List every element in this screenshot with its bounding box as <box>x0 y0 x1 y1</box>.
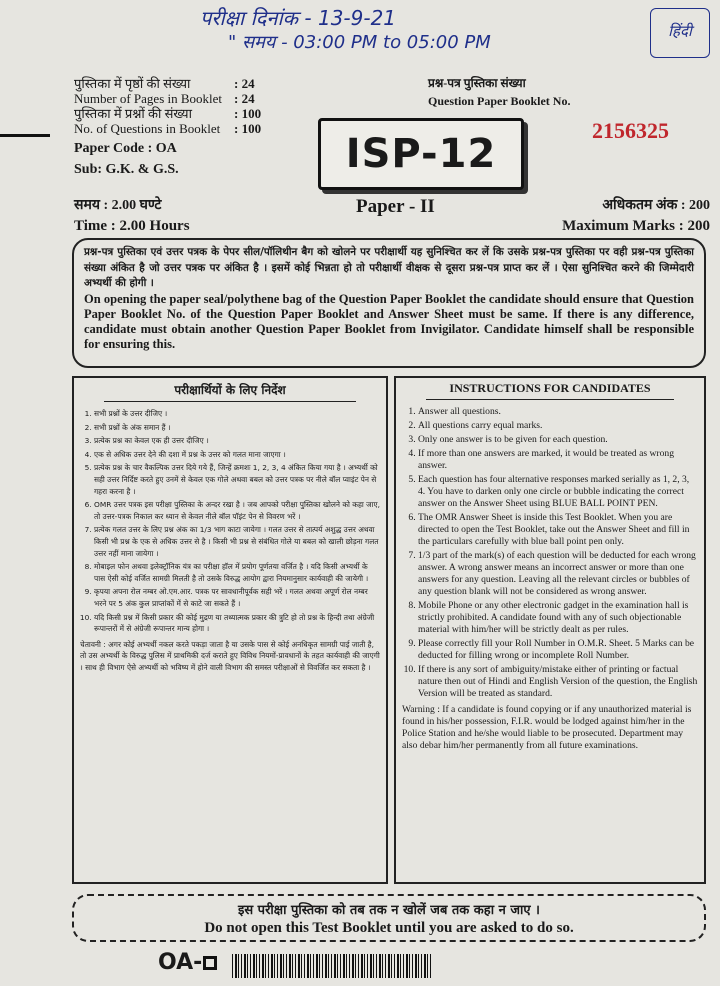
do-not-open-notice <box>72 894 706 942</box>
pages-hi-label: पुस्तिका में पृष्ठों की संख्या <box>74 76 191 91</box>
list-item: 1. Answer all questions. <box>418 406 698 418</box>
instructions-hindi-list <box>74 408 386 635</box>
handwritten-time: " समय - 03:00 PM to 05:00 PM <box>228 32 491 53</box>
time-en: Time : 2.00 Hours <box>74 218 190 234</box>
warning-english: Warning : If a candidate is found copying or if any unauthorized material is found in his/her possession, F.I.R. would be lodged against him/her in the Police Station and he/she would liable to be prosecuted. Department may also debar him/her permanently from all future examinations. <box>402 704 692 751</box>
list-item: 5. Each question has four alternative responses marked serially as 1, 2, 3, 4. You have to darken only one circle or bubble indicating the correct answer on the Answer Sheet using BLUE BALL POINT PEN. <box>418 474 698 510</box>
exam-code: ISP-12 <box>345 131 497 177</box>
list-item: 2. All questions carry equal marks. <box>418 420 698 432</box>
list-item: 9. कृपया अपना रोल नम्बर ओ.एम.आर. पत्रक पर सावधानीपूर्वक सही भरें । गलत अथवा अपूर्ण रोल नम्बर भरने पर 5 अंक कुल प्राप्तांकों में से काटे जा सकते हैं । <box>94 586 380 609</box>
list-item: 9. Please correctly fill your Roll Number in O.M.R. Sheet. 5 Marks can be deducted for filling wrong or incomplete Roll Number. <box>418 638 698 662</box>
booklet-no <box>428 76 570 109</box>
list-item: 10. If there is any sort of ambiguity/mistake either of printing or factual nature then out of Hindi and English Version of the question, the English Version will be treated as standard. <box>418 664 698 700</box>
handwritten-date: परीक्षा दिनांक - 13-9-21 <box>200 6 397 30</box>
instructions-english-title: INSTRUCTIONS FOR CANDIDATES <box>426 378 674 400</box>
set-code <box>158 950 217 975</box>
seal-notice-hi: प्रश्न-पत्र पुस्तिका एवं उत्तर पत्रक के पेपर सील/पॉलिथीन बैग को खोलने पर परीक्षार्थी यह सुनिश्चित कर लें कि उसके प्रश्न-पत्र पुस्तिका पर वही प्रश्न-पत्र पुस्तिका संख्या अंकित है जो उत्तर पत्रक पर अंकित है । इसमें कोई भिन्नता हो तो परीक्षार्थी वीक्षक से दूसरा प्रश्न-पत्र प्राप्त कर लें । ऐसा सुनिश्चित करने की जिम्मेदारी अभ्यर्थी की होगी । <box>84 246 694 289</box>
list-item: 6. OMR उत्तर पत्रक इस परीक्षा पुस्तिका के अन्दर रखा है । जब आपको परीक्षा पुस्तिका खोलने को कहा जाए, तो उत्तर-पत्रक निकाल कर ध्यान से केवल नीले बॉल पॉइंट पेन से विवरण भरें । <box>94 499 380 522</box>
margin-rule <box>0 134 50 137</box>
exam-code-box <box>318 118 524 190</box>
paper-code: Paper Code : OA <box>74 141 177 156</box>
seal-notice <box>72 238 706 368</box>
list-item: 4. If more than one answers are marked, it would be treated as wrong answer. <box>418 448 698 472</box>
do-not-open-en: Do not open this Test Booklet until you are asked to do so. <box>204 920 574 936</box>
set-code-box-icon <box>203 956 217 970</box>
booklet-meta <box>74 76 261 177</box>
list-item: 7. 1/3 part of the mark(s) of each question will be deducted for each wrong answer. A wrong answer means an incorrect answer or more than one answers for any question. Leaving all the relevant circles or bubbles of any question blank will not be considered as wrong answer. <box>418 550 698 598</box>
pages-value-en: : 24 <box>234 91 255 106</box>
list-item: 4. एक से अधिक उत्तर देने की दशा में प्रश्न के उत्तर को गलत माना जाएगा । <box>94 449 380 461</box>
questions-en-label: No. of Questions in Booklet <box>74 121 221 136</box>
pages-value: : 24 <box>234 76 255 91</box>
instructions-english-list <box>396 406 704 700</box>
booklet-no-hi-label: प्रश्न-पत्र पुस्तिका संख्या <box>428 76 526 90</box>
set-code-text: OA- <box>158 950 203 975</box>
do-not-open-hi: इस परीक्षा पुस्तिका को तब तक न खोलें जब तक कहा न जाए । <box>237 903 540 918</box>
subject: Sub: G.K. & G.S. <box>74 162 179 177</box>
handwritten-language <box>650 8 710 58</box>
marks-hi: अधिकतम अंक : 200 <box>602 198 710 213</box>
list-item: 8. Mobile Phone or any other electronic gadget in the examination hall is strictly prohibited. A candidate found with any of such objectionable material with him/her will be strictly dealt as per rules. <box>418 600 698 636</box>
instructions-hindi <box>72 376 388 884</box>
warning-hindi: चेतावनी : अगर कोई अभ्यर्थी नकल करते पकड़ा जाता है या उसके पास से कोई अनधिकृत सामग्री पाई जाती है, तो उस अभ्यर्थी के विरुद्ध पुलिस में प्राथमिकी दर्ज कराते हुए विविध नियमों-प्रावधानों के तहत कार्यवाही की जाएगी । साथ ही विभाग ऐसे अभ्यर्थी को भविष्य में होने वाली विभाग की समस्त परीक्षाओं से विवर्जित कर सकता है । <box>80 639 380 672</box>
booklet-serial-number: 2156325 <box>592 118 669 143</box>
list-item: 7. प्रत्येक गलत उत्तर के लिए प्रश्न अंक का 1/3 भाग काटा जायेगा । गलत उत्तर से तात्पर्य अशुद्ध उत्तर अथवा किसी भी प्रश्न के एक से अधिक उत्तर से है । किसी भी प्रश्न से संबंधित गोले या बबल को खाली छोड़ना गलत उत्तर नहीं माना जायेगा । <box>94 524 380 559</box>
questions-value-en: : 100 <box>234 121 262 136</box>
list-item: 3. Only one answer is to be given for each question. <box>418 434 698 446</box>
language-text: हिंदी <box>668 22 692 40</box>
booklet-no-en-label: Question Paper Booklet No. <box>428 94 571 108</box>
list-item: 3. प्रत्येक प्रश्न का केवल एक ही उत्तर दीजिए । <box>94 435 380 447</box>
questions-value: : 100 <box>234 106 262 121</box>
barcode <box>232 954 432 978</box>
marks-en: Maximum Marks : 200 <box>562 218 710 234</box>
list-item: 6. The OMR Answer Sheet is inside this Test Booklet. When you are directed to open the Test Booklet, take out the Answer Sheet and fill in the particulars carefully with blue ball point pen only. <box>418 512 698 548</box>
list-item: 1. सभी प्रश्नों के उत्तर दीजिए । <box>94 408 380 420</box>
list-item: 5. प्रत्येक प्रश्न के चार वैकल्पिक उत्तर दिये गये हैं, जिन्हें क्रमशः 1, 2, 3, 4 अंकित किया गया है । अभ्यर्थी को सही उत्तर निर्दिष्ट करते हुए उनमें से केवल एक गोले अथवा बबल को उत्तर पत्रक पर नीले बॉल प्वाइंट पेन से गहरा करना है । <box>94 462 380 497</box>
time-block <box>74 196 190 236</box>
instructions-english <box>394 376 706 884</box>
time-hi: समय : 2.00 घण्टे <box>74 198 162 213</box>
marks-block <box>520 196 710 236</box>
questions-hi-label: पुस्तिका में प्रश्नों की संख्या <box>74 106 192 121</box>
instructions-hindi-title: परीक्षार्थियों के लिए निर्देश <box>104 378 356 402</box>
paper-title: Paper - II <box>356 196 435 217</box>
list-item: 8. मोबाइल फोन अथवा इलेक्ट्रॉनिक यंत्र का परीक्षा हॉल में प्रयोग पूर्णतया वर्जित है । यदि किसी अभ्यर्थी के पास ऐसी कोई वर्जित सामग्री मिलती है तो उसके विरुद्ध आयोग द्वारा नियमानुसार कार्यवाही की जायेगी । <box>94 561 380 584</box>
seal-notice-en: On opening the paper seal/polythene bag of the Question Paper Booklet the candidate should ensure that Question Paper Booklet No. of the Question Paper Booklet and Answer Sheet must be same. If there is any difference, candidate must obtain another Question Paper Booklet from Invigilator. Candidate himself shall be responsible for ensuring this. <box>84 291 694 351</box>
pages-en-label: Number of Pages in Booklet <box>74 91 223 106</box>
list-item: 2. सभी प्रश्नों के अंक समान हैं । <box>94 422 380 434</box>
list-item: 10. यदि किसी प्रश्न में किसी प्रकार की कोई मुद्रण या तथ्यात्मक प्रकार की त्रुटि हो तो प्रश्न के हिन्दी तथा अंग्रेजी रूपान्तरों में से अंग्रेजी रूपान्तर मान्य होगा । <box>94 612 380 635</box>
